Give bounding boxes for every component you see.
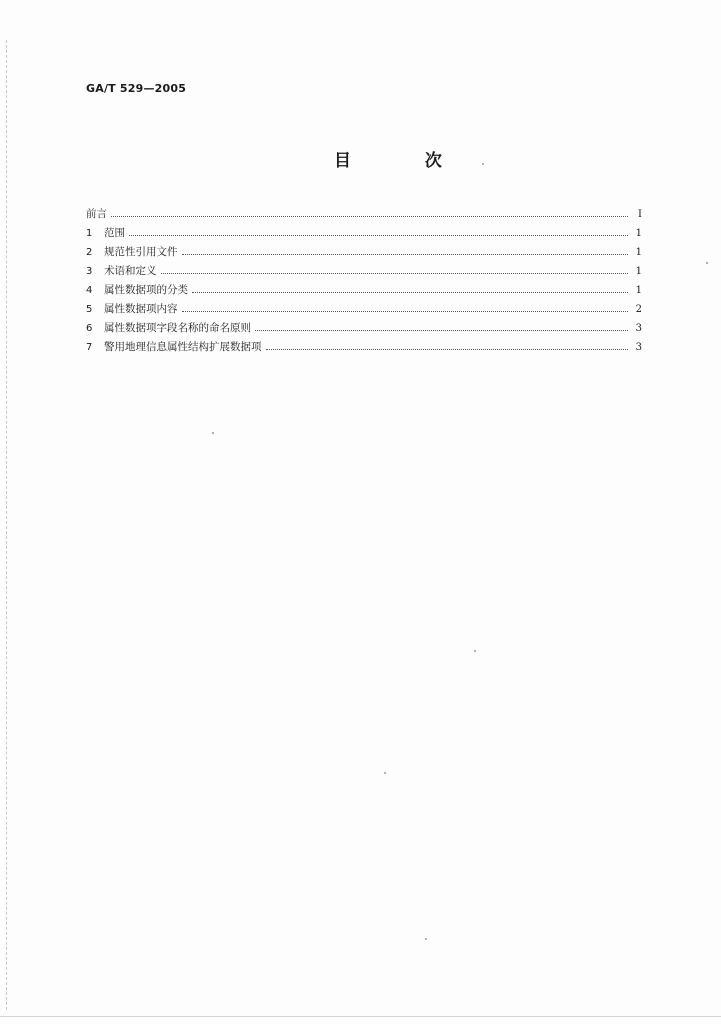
toc-entry-page: 2 <box>635 304 642 315</box>
toc-entry-label: 属性数据项的分类 <box>104 284 188 296</box>
scan-speck <box>482 163 484 165</box>
toc-dot-leader <box>161 273 629 274</box>
toc-entry-page: I <box>638 209 642 220</box>
toc-entry-page: 1 <box>635 247 642 258</box>
toc-entry-number: 1 <box>86 228 93 239</box>
toc-entry-normative-references[interactable] <box>86 243 642 262</box>
toc-entry-extension-items[interactable] <box>86 338 642 357</box>
toc-entry-terms-definitions[interactable] <box>86 262 642 281</box>
toc-entry-content[interactable] <box>86 300 642 319</box>
toc-entry-scope[interactable] <box>86 224 642 243</box>
scan-edge-left <box>6 40 7 1010</box>
table-of-contents <box>86 205 642 357</box>
toc-entry-number: 3 <box>86 266 93 277</box>
toc-entry-page: 1 <box>635 285 642 296</box>
toc-entry-label: 前言 <box>86 208 107 220</box>
toc-entry-label: 属性数据项内容 <box>104 303 178 315</box>
toc-entry-label: 术语和定义 <box>104 265 157 277</box>
toc-dot-leader <box>266 349 629 350</box>
toc-dot-leader <box>111 216 628 217</box>
scan-edge-bottom <box>0 1016 721 1017</box>
toc-entry-number: 7 <box>86 342 93 353</box>
toc-dot-leader <box>192 292 628 293</box>
toc-title: 目 次 <box>334 151 476 171</box>
toc-entry-naming-principles[interactable] <box>86 319 642 338</box>
toc-entry-page: 1 <box>635 228 642 239</box>
toc-dot-leader <box>182 254 629 255</box>
toc-entry-label: 规范性引用文件 <box>104 246 178 258</box>
toc-entry-label: 范围 <box>104 227 125 239</box>
toc-entry-number: 2 <box>86 247 93 258</box>
scan-speck <box>425 938 427 940</box>
scan-speck <box>706 262 708 264</box>
scan-speck <box>384 772 386 774</box>
toc-entry-foreword[interactable] <box>86 205 642 224</box>
scan-speck <box>212 432 214 434</box>
toc-entry-page: 3 <box>635 342 642 353</box>
toc-entry-number: 6 <box>86 323 93 334</box>
toc-entry-page: 1 <box>635 266 642 277</box>
toc-entry-label: 属性数据项字段名称的命名原则 <box>104 322 251 334</box>
scan-speck <box>474 650 476 652</box>
toc-entry-number: 4 <box>86 285 93 296</box>
toc-dot-leader <box>182 311 629 312</box>
toc-entry-page: 3 <box>635 323 642 334</box>
toc-dot-leader <box>129 235 628 236</box>
toc-dot-leader <box>255 330 628 331</box>
toc-entry-number: 5 <box>86 304 93 315</box>
toc-entry-label: 警用地理信息属性结构扩展数据项 <box>104 341 262 353</box>
toc-entry-classification[interactable] <box>86 281 642 300</box>
document-code: GA/T 529—2005 <box>86 82 187 95</box>
